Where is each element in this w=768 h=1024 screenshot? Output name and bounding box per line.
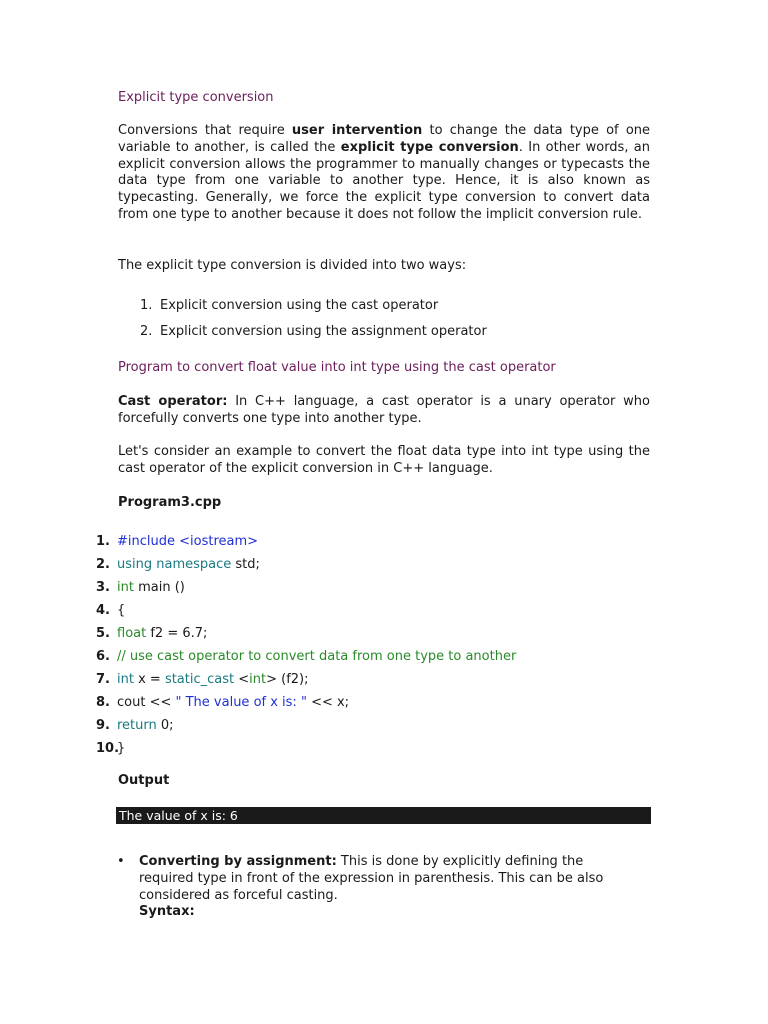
ways-item <box>140 298 487 324</box>
line-number: 9. <box>96 718 110 733</box>
code-text: main () <box>133 580 185 595</box>
program-heading: Program to convert float value into int type using the cast operator <box>118 360 556 375</box>
line-number: 1. <box>96 534 110 549</box>
intro-text-3: . In other words, an explicit conversion allows the programmer to manually changes or typecasts the data type from one variable to another type. Hence, it is also known as typecasting. Generally, we force the explicit type conversion to convert data from one type to another because it does not follow the implicit conversion rule. <box>118 139 650 222</box>
console-output: The value of x is: 6 <box>116 807 651 824</box>
intro-paragraph <box>118 123 650 224</box>
line-number: 8. <box>96 695 110 710</box>
bullet-paragraph <box>139 854 639 921</box>
code-line <box>96 603 516 626</box>
ways-item-text: Explicit conversion using the cast operator <box>160 298 439 313</box>
intro-bold-explicit: explicit type conversion <box>340 139 519 155</box>
code-text: << x; <box>306 695 350 710</box>
example-paragraph: Let's consider an example to convert the float data type into int type using the cast operator of the explicit conversion in C++ language. <box>118 444 650 476</box>
code-text: cout << <box>117 695 176 710</box>
code-text: x = <box>133 672 165 687</box>
code-comment: // use cast operator to convert data from one type to another <box>117 649 517 664</box>
code-line <box>96 718 516 741</box>
section-heading: Explicit type conversion <box>118 90 274 105</box>
program-title: Program3.cpp <box>118 495 222 510</box>
cast-operator-label: Cast operator: <box>118 394 228 409</box>
code-text: 0; <box>156 718 174 733</box>
line-number: 10. <box>96 741 120 756</box>
code-line <box>96 695 516 718</box>
line-number: 7. <box>96 672 110 687</box>
ways-item <box>140 324 487 350</box>
cast-operator-paragraph <box>118 394 650 428</box>
code-text: { <box>117 603 126 618</box>
intro-bold-user-intervention: user intervention <box>291 123 423 138</box>
code-keyword: int <box>117 672 134 687</box>
code-text: f2 = 6.7; <box>146 626 208 641</box>
ways-intro: The explicit type conversion is divided into two ways: <box>118 258 467 273</box>
code-line <box>96 557 516 580</box>
code-line <box>96 672 516 695</box>
output-title: Output <box>118 773 170 788</box>
code-text: } <box>117 741 126 756</box>
code-line <box>96 534 516 557</box>
code-line <box>96 580 516 603</box>
bullet-icon: • <box>117 854 125 869</box>
ways-item-number: 2. <box>140 324 153 339</box>
code-keyword: float <box>117 626 147 641</box>
line-number: 5. <box>96 626 110 641</box>
code-text: #include <iostream> <box>117 534 259 549</box>
ways-list <box>140 298 487 350</box>
syntax-label: Syntax: <box>139 904 195 920</box>
code-keyword: int <box>249 672 267 687</box>
bullet-label: Converting by assignment: <box>139 854 337 869</box>
line-number: 6. <box>96 649 110 664</box>
line-number: 3. <box>96 580 110 595</box>
code-text: < <box>234 672 250 687</box>
code-keyword: using namespace <box>117 557 232 572</box>
code-line <box>96 741 516 764</box>
ways-item-number: 1. <box>140 298 153 313</box>
bullet-text: This is done by explicitly defining the required type in front of the expression in parenthesis. This can be also considered as forceful casting. <box>139 854 604 903</box>
code-keyword: int <box>117 580 134 595</box>
intro-text-2: to change the data type of one variable to another, is called the <box>118 123 651 155</box>
line-number: 4. <box>96 603 110 618</box>
code-keyword: return <box>117 718 157 733</box>
ways-item-text: Explicit conversion using the assignment operator <box>160 324 487 339</box>
code-listing <box>96 534 516 764</box>
code-text: std; <box>231 557 260 572</box>
cast-operator-text: In C++ language, a cast operator is a unary operator who forcefully converts one type into another type. <box>118 394 650 426</box>
line-number: 2. <box>96 557 110 572</box>
code-keyword: static_cast <box>164 672 235 687</box>
code-line <box>96 626 516 649</box>
code-string: " The value of x is: " <box>175 695 307 710</box>
code-text: > (f2); <box>266 672 309 687</box>
code-line <box>96 649 516 672</box>
intro-text-1: Conversions that require <box>118 123 292 138</box>
